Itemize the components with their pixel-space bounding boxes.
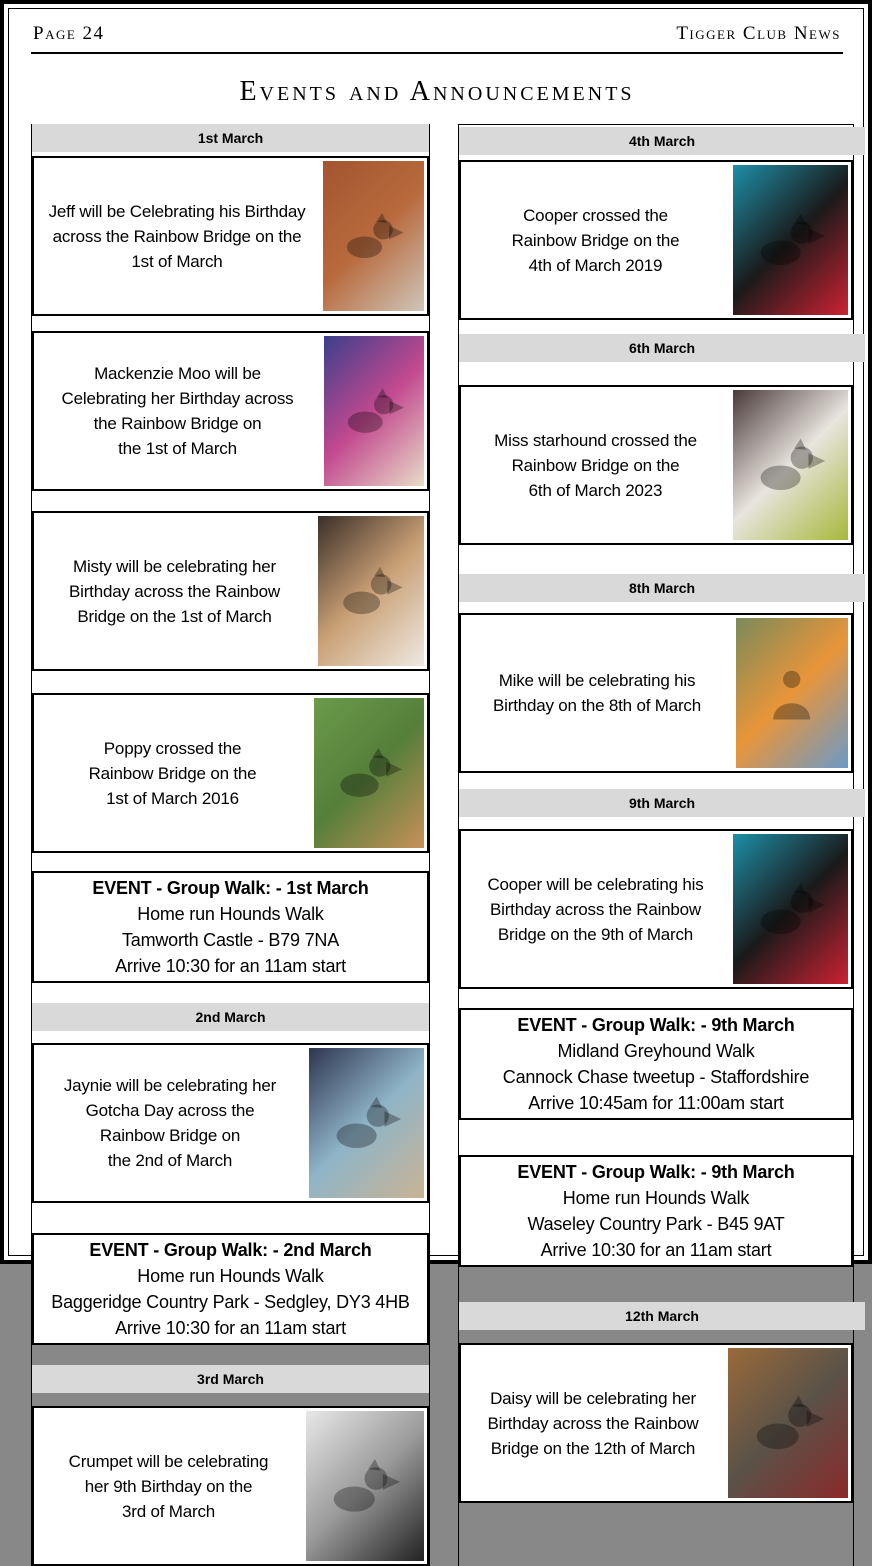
dog-photo — [324, 336, 424, 486]
card-line: Bridge on the 1st of March — [77, 606, 272, 626]
announcement-card-poppy — [32, 693, 429, 853]
card-text — [34, 695, 311, 851]
dog-photo — [733, 165, 848, 315]
masthead: Tigger Club News — [676, 23, 841, 44]
section-header-1st-march: 1st March — [32, 124, 429, 152]
card-line: Midland Greyhound Walk — [557, 1041, 755, 1061]
dog-silhouette-icon — [755, 419, 826, 512]
card-line: across the Rainbow Bridge on the — [52, 226, 302, 246]
announcement-card-misty — [32, 511, 429, 671]
event-card-group-walk-2nd-march — [32, 1233, 429, 1345]
card-text — [461, 387, 730, 543]
dog-photo — [733, 390, 848, 540]
section-header-8th-march: 8th March — [459, 574, 865, 602]
card-line: 3rd of March — [121, 1501, 216, 1521]
dog-photo — [306, 1411, 424, 1561]
section-header-2nd-march: 2nd March — [32, 1003, 429, 1031]
card-line: Gotcha Day across the — [85, 1101, 255, 1120]
card-line: 1st of March — [131, 251, 223, 271]
dog-silhouette-icon — [751, 1377, 825, 1470]
announcement-card-jeff — [32, 156, 429, 316]
card-line: Birthday across the Rainbow — [490, 899, 701, 919]
card-line: the 1st of March — [118, 439, 237, 458]
card-line: 1st of March 2016 — [106, 788, 239, 808]
card-text — [34, 513, 315, 669]
announcement-card-mike — [459, 613, 853, 773]
card-text — [461, 615, 733, 771]
card-line: the 2nd of March — [107, 1151, 233, 1170]
dog-photo — [318, 516, 424, 666]
section-header-4th-march: 4th March — [459, 127, 865, 155]
card-line: Rainbow Bridge on the — [511, 455, 680, 475]
card-line: Jaynie will be celebrating her — [63, 1076, 277, 1095]
card-line: Home run Hounds Walk — [137, 904, 324, 924]
card-line: Mackenzie Moo will be — [94, 364, 261, 383]
card-line: Birthday on the 8th of March — [493, 696, 701, 715]
dog-photo — [323, 161, 424, 311]
page-number: Page 24 — [33, 23, 105, 44]
announcement-card-daisy — [459, 1343, 853, 1503]
card-line: Rainbow Bridge on the — [511, 230, 680, 250]
card-line: Crumpet will be celebrating — [68, 1451, 269, 1471]
card-line: Miss starhound crossed the — [494, 430, 697, 450]
announcement-card-mackenzie — [32, 331, 429, 491]
dog-silhouette-icon — [755, 863, 826, 956]
card-line: Rainbow Bridge on — [99, 1126, 241, 1145]
announcement-card-cooper-9th — [459, 829, 853, 989]
announcement-card-miss-starhound — [459, 385, 853, 545]
event-card-group-walk-1st-march — [32, 871, 429, 983]
dog-silhouette-icon — [335, 727, 403, 820]
content-columns — [25, 124, 849, 1566]
person-photo — [736, 618, 848, 768]
card-text — [34, 1235, 427, 1343]
event-title-line: EVENT - Group Walk: - 9th March — [517, 1162, 795, 1182]
page-header — [25, 21, 849, 45]
card-line: Arrive 10:30 for an 11am start — [540, 1240, 772, 1260]
dog-photo — [309, 1048, 424, 1198]
card-text — [34, 873, 427, 981]
card-line: Arrive 10:45am for 11:00am start — [528, 1093, 784, 1113]
card-text — [34, 333, 321, 489]
column-right — [458, 124, 854, 1566]
card-line: the Rainbow Bridge on — [93, 414, 262, 433]
column-left — [31, 124, 430, 1566]
card-line: Bridge on the 12th of March — [490, 1438, 696, 1458]
event-title-line: EVENT - Group Walk: - 1st March — [92, 878, 369, 898]
dog-silhouette-icon — [755, 194, 826, 287]
card-line: Birthday across the Rainbow — [487, 1413, 699, 1433]
card-text — [461, 1157, 851, 1265]
section-header-12th-march: 12th March — [459, 1302, 865, 1330]
announcement-card-cooper-4th — [459, 160, 853, 320]
card-text — [461, 831, 730, 987]
page-frame-inner — [8, 8, 864, 1521]
card-text — [461, 162, 730, 318]
page-title: Events and Announcements — [239, 76, 635, 107]
dog-silhouette-icon — [328, 1440, 401, 1533]
card-line: Home run Hounds Walk — [137, 1266, 324, 1286]
card-text — [34, 1045, 306, 1201]
card-text — [34, 158, 320, 314]
card-line: Rainbow Bridge on the — [88, 763, 257, 783]
card-line: Cannock Chase tweetup - Staffordshire — [502, 1067, 810, 1087]
card-line: Bridge on the 9th of March — [497, 924, 694, 944]
card-line: her 9th Birthday on the — [84, 1476, 253, 1496]
card-line: 6th of March 2023 — [528, 480, 663, 500]
person-silhouette-icon — [757, 647, 826, 740]
announcement-card-jaynie — [32, 1043, 429, 1203]
card-text — [34, 1408, 303, 1564]
dog-silhouette-icon — [343, 365, 405, 458]
card-line: Cooper crossed the — [523, 205, 668, 225]
card-line: Mike will be celebrating his — [498, 671, 696, 690]
event-title-line: EVENT - Group Walk: - 9th March — [517, 1015, 795, 1035]
card-line: Baggeridge Country Park - Sedgley, DY3 4HB — [51, 1292, 410, 1312]
dog-photo — [314, 698, 424, 848]
event-card-group-walk-9th-march-midland — [459, 1008, 853, 1120]
card-line: Arrive 10:30 for an 11am start — [115, 1318, 346, 1338]
card-line: Cooper will be celebrating his — [487, 874, 704, 894]
dog-silhouette-icon — [338, 545, 404, 638]
card-line: Jeff will be Celebrating his Birthday — [48, 201, 306, 221]
card-line: 4th of March 2019 — [528, 255, 663, 275]
section-header-6th-march: 6th March — [459, 334, 865, 362]
dog-photo — [728, 1348, 848, 1498]
card-line: Daisy will be celebrating her — [490, 1388, 696, 1408]
card-text — [461, 1010, 851, 1118]
dog-photo — [733, 834, 848, 984]
section-header-3rd-march: 3rd March — [32, 1365, 429, 1393]
card-line: Birthday across the Rainbow — [69, 581, 280, 601]
section-header-9th-march: 9th March — [459, 789, 865, 817]
dog-silhouette-icon — [342, 190, 405, 283]
header-divider — [31, 52, 843, 54]
event-title-line: EVENT - Group Walk: - 2nd March — [89, 1240, 372, 1260]
card-line: Home run Hounds Walk — [562, 1188, 750, 1208]
card-line: Waseley Country Park - B45 9AT — [527, 1214, 785, 1234]
announcement-card-crumpet — [32, 1406, 429, 1566]
dog-silhouette-icon — [331, 1077, 402, 1170]
card-line: Misty will be celebrating her — [72, 556, 276, 576]
card-line: Poppy crossed the — [103, 738, 242, 758]
card-line: Celebrating her Birthday across — [61, 389, 294, 408]
event-card-group-walk-9th-march-homerun — [459, 1155, 853, 1267]
card-line: Arrive 10:30 for an 11am start — [115, 956, 346, 976]
card-text — [461, 1345, 725, 1501]
card-line: Tamworth Castle - B79 7NA — [121, 930, 340, 950]
